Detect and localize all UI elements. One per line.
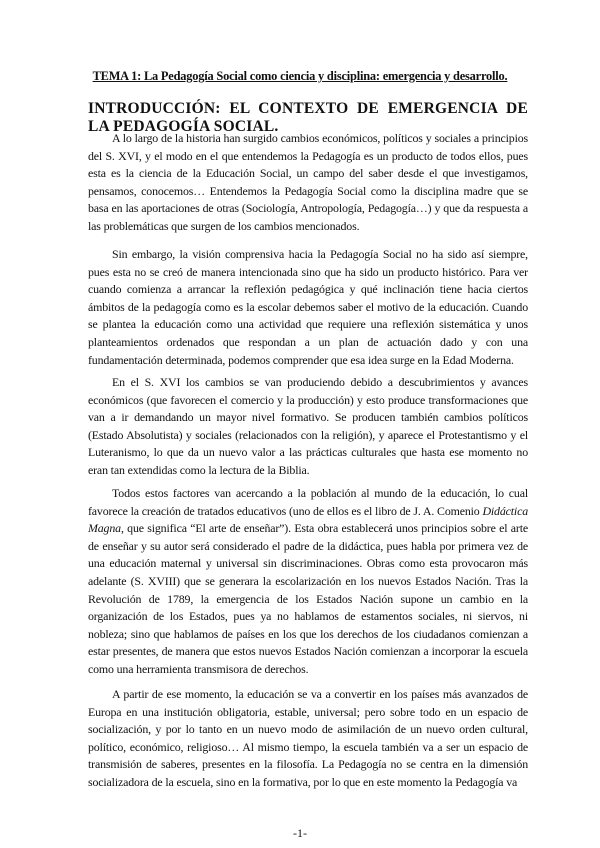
paragraph-4 [88,485,528,679]
paragraph-4-text-b: , que significa “El arte de enseñar”). Esta obra establecerá unos principios sobre el arte de enseñar y su autor será considerado el padre de la didáctica, pues habla por primera vez de una educación maternal y universal sin discriminaciones. Obras como esta provocaron más adelante (S. XVIII) que se generara la escolarización en los nuevos Estados Nación. Tras la Revolución de 1789, la emergencia de los Estados Nación supone un cambio en la organización de los Estados, pues ya no hablamos de estamentos sociales, ni siervos, ni nobleza; sino que hablamos de países en los que los derechos de los ciudadanos comienzan a estar presentes, de manera que estos nuevos Estados Nación comienzan a incorporar la escuela como una herramienta transmisora de derechos. [88,521,528,676]
paragraph-2: Sin embargo, la visión comprensiva hacia la Pedagogía Social no ha sido así siempre, pues esta no se creó de manera intencionada sino que ha sido un producto histórico. Para ver cuando comienza a arrancar la reflexión pedagógica y qué inclinación tiene hacia ciertos ámbitos de la pedagogía como es la escolar debemos saber el motivo de la educación. Cuando se plantea la educación como una actividad que requiere una reflexión sistemática y unos planteamientos ordenados que respondan a un plan de actuación dado y con una fundamentación determinada, podemos comprender que esa idea surge en la Edad Moderna. [88,247,528,367]
document-title: TEMA 1: La Pedagogía Social como ciencia y disciplina: emergencia y desarrollo. [92,69,508,83]
paragraph-5: A partir de ese momento, la educación se va a convertir en los países más avanzados de Europa en una institución obligatoria, estable, universal; pero sobre todo en un espacio de socialización, y por lo tanto en un nuevo modo de asimilación de un nuevo orden cultural, político, económico, religioso… Al mismo tiempo, la escuela también va a ser un espacio de transmisión de saberes, presentes en la filosofía. La Pedagogía no se centra en la dimensión socializadora de la escuela, sino en la formativa, por lo que en este momento la Pedagogía va [88,687,528,789]
section-heading: INTRODUCCIÓN: EL CONTEXTO DE EMERGENCIA DE LA PEDAGOGÍA SOCIAL. [88,100,528,135]
paragraph-4-text-a: Todos estos factores van acercando a la población al mundo de la educación, lo cual favorece la creación de tratados educativos (uno de ellos es el libro de J. A. Comenio [88,486,528,518]
paragraph-1: A lo largo de la historia han surgido cambios económicos, políticos y sociales a principios del S. XVI, y el modo en el que entendemos la Pedagogía es un producto de todos ellos, pues esta es la ciencia de la Educación Social, un campo del saber desde el que investigamos, pensamos, conocemos… Entendemos la Pedagogía Social como la disciplina madre que se basa en las aportaciones de otras (Sociología, Antropología, Pedagogía…) y que da respuesta a las problemáticas que surgen de los cambios mencionados. [88,131,528,233]
page-number: -1- [293,826,307,840]
paragraph-3: En el S. XVI los cambios se van produciendo debido a descubrimientos y avances económicos (que favorecen el comercio y la producción) y esto produce transformaciones que van a ir demandando un mayor nivel formativo. Se producen también cambios políticos (Estado Absolutista) y sociales (relacionados con la religión), y aparece el Protestantismo y el Luteranismo, lo que da un nuevo valor a las prácticas culturales que hasta ese momento no eran tan extendidas como la lectura de la Biblia. [88,375,528,477]
book-title-italic: Didáctica Magna [88,503,528,536]
